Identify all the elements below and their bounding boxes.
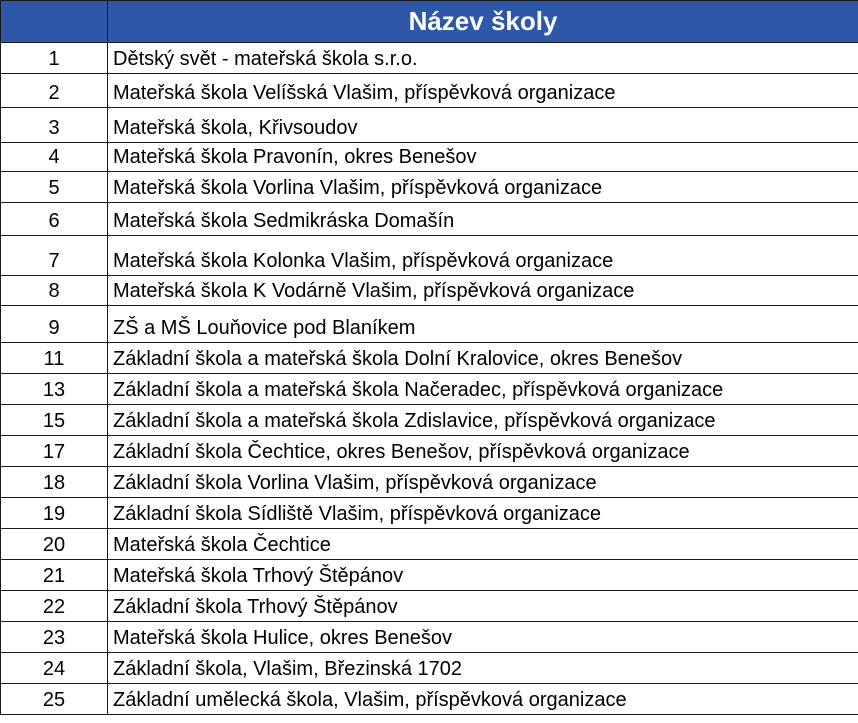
table-row — [1, 622, 858, 653]
school-name: Mateřská škola Trhový Štěpánov — [108, 560, 858, 591]
school-name: Mateřská škola Sedmikráska Domašín — [108, 203, 858, 236]
row-number: 20 — [1, 529, 108, 560]
school-name: Základní škola, Vlašim, Březinská 1702 — [108, 653, 858, 684]
row-number: 19 — [1, 498, 108, 529]
row-number: 17 — [1, 436, 108, 467]
row-number: 5 — [1, 172, 108, 203]
table-row — [1, 74, 858, 108]
table-row — [1, 343, 858, 374]
header-row — [1, 1, 858, 43]
row-number: 24 — [1, 653, 108, 684]
number-column-header — [1, 1, 108, 43]
row-number: 1 — [1, 43, 108, 74]
school-name: ZŠ a MŠ Louňovice pod Blaníkem — [108, 306, 858, 343]
school-name: Mateřská škola Velíšská Vlašim, příspěvková organizace — [108, 74, 858, 108]
school-name: Základní škola Vorlina Vlašim, příspěvková organizace — [108, 467, 858, 498]
school-name: Základní škola a mateřská škola Zdislavice, příspěvková organizace — [108, 405, 858, 436]
table-row — [1, 560, 858, 591]
row-number: 21 — [1, 560, 108, 591]
school-name: Dětský svět - mateřská škola s.r.o. — [108, 43, 858, 74]
row-number: 2 — [1, 74, 108, 108]
school-name: Mateřská škola Hulice, okres Benešov — [108, 622, 858, 653]
table-row — [1, 467, 858, 498]
school-name: Základní škola Sídliště Vlašim, příspěvková organizace — [108, 498, 858, 529]
table-row — [1, 306, 858, 343]
school-name: Základní škola a mateřská škola Dolní Kralovice, okres Benešov — [108, 343, 858, 374]
school-name: Mateřská škola Kolonka Vlašim, příspěvková organizace — [108, 236, 858, 276]
table-row — [1, 143, 858, 172]
row-number: 6 — [1, 203, 108, 236]
school-name: Základní škola Čechtice, okres Benešov, příspěvková organizace — [108, 436, 858, 467]
school-name-column-header: Název školy — [108, 1, 858, 43]
row-number: 18 — [1, 467, 108, 498]
school-name: Mateřská škola Čechtice — [108, 529, 858, 560]
table-row — [1, 43, 858, 74]
table-row — [1, 436, 858, 467]
table-row — [1, 684, 858, 715]
row-number: 22 — [1, 591, 108, 622]
school-name: Základní škola a mateřská škola Načeradec, příspěvková organizace — [108, 374, 858, 405]
row-number: 11 — [1, 343, 108, 374]
row-number: 4 — [1, 143, 108, 172]
table-row — [1, 653, 858, 684]
row-number: 3 — [1, 108, 108, 143]
row-number: 9 — [1, 306, 108, 343]
school-name: Mateřská škola, Křivsoudov — [108, 108, 858, 143]
table-row — [1, 405, 858, 436]
table-row — [1, 172, 858, 203]
school-name: Mateřská škola K Vodárně Vlašim, příspěvková organizace — [108, 276, 858, 306]
row-number: 7 — [1, 236, 108, 276]
school-name: Mateřská škola Pravonín, okres Benešov — [108, 143, 858, 172]
school-name: Základní umělecká škola, Vlašim, příspěvková organizace — [108, 684, 858, 715]
table-row — [1, 236, 858, 276]
row-number: 25 — [1, 684, 108, 715]
table-row — [1, 374, 858, 405]
table-row — [1, 108, 858, 143]
row-number: 23 — [1, 622, 108, 653]
table-row — [1, 203, 858, 236]
table-row — [1, 276, 858, 306]
row-number: 15 — [1, 405, 108, 436]
school-name: Mateřská škola Vorlina Vlašim, příspěvková organizace — [108, 172, 858, 203]
row-number: 8 — [1, 276, 108, 306]
school-name: Základní škola Trhový Štěpánov — [108, 591, 858, 622]
table-row — [1, 591, 858, 622]
row-number: 13 — [1, 374, 108, 405]
table-row — [1, 498, 858, 529]
table-row — [1, 529, 858, 560]
